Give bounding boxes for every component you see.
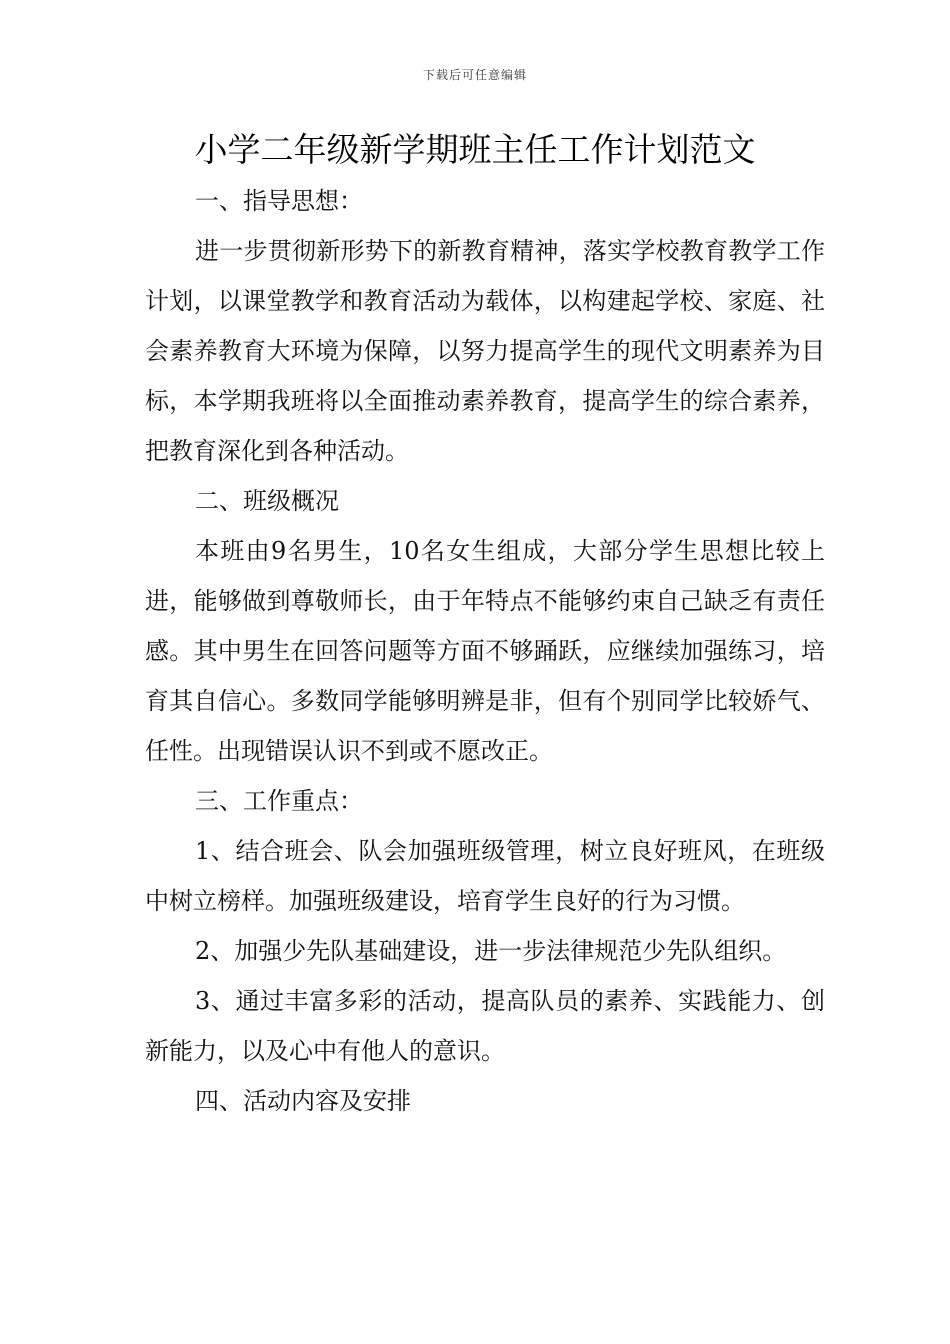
- section-heading-work-focus: 三、工作重点：: [195, 787, 363, 815]
- document-body: [145, 176, 825, 1126]
- section-heading-class-overview: 二、班级概况: [195, 487, 339, 515]
- document-title: 小学二年级新学期班主任工作计划范文: [194, 130, 756, 169]
- paragraph-work-focus-2: 2、加强少先队基础建设，进一步法律规范少先队组织。: [195, 937, 787, 965]
- section-heading-guiding-ideology: 一、指导思想：: [195, 187, 363, 215]
- paragraph-work-focus-3: 3、通过丰富多彩的活动，提高队员的素养、实践能力、创新能力，以及心中有他人的意识。: [145, 987, 825, 1065]
- header-note: 下载后可任意编辑: [422, 68, 527, 82]
- section-heading-activities: 四、活动内容及安排: [195, 1087, 411, 1115]
- paragraph-class-overview: 本班由9名男生，10名女生组成，大部分学生思想比较上进，能够做到尊敬师长，由于年特点不能够约束自己缺乏有责任感。其中男生在回答问题等方面不够踊跃，应继续加强练习，培育其自信心。多数同学能够明辨是非，但有个别同学比较娇气、任性。出现错误认识不到或不愿改正。: [145, 537, 825, 765]
- paragraph-guiding-ideology: 进一步贯彻新形势下的新教育精神，落实学校教育教学工作计划，以课堂教学和教育活动为载体，以构建起学校、家庭、社会素养教育大环境为保障，以努力提高学生的现代文明素养为目标，本学期我班将以全面推动素养教育，提高学生的综合素养，把教育深化到各种活动。: [145, 237, 825, 465]
- paragraph-work-focus-1: 1、结合班会、队会加强班级管理，树立良好班风，在班级中树立榜样。加强班级建设，培育学生良好的行为习惯。: [145, 837, 825, 915]
